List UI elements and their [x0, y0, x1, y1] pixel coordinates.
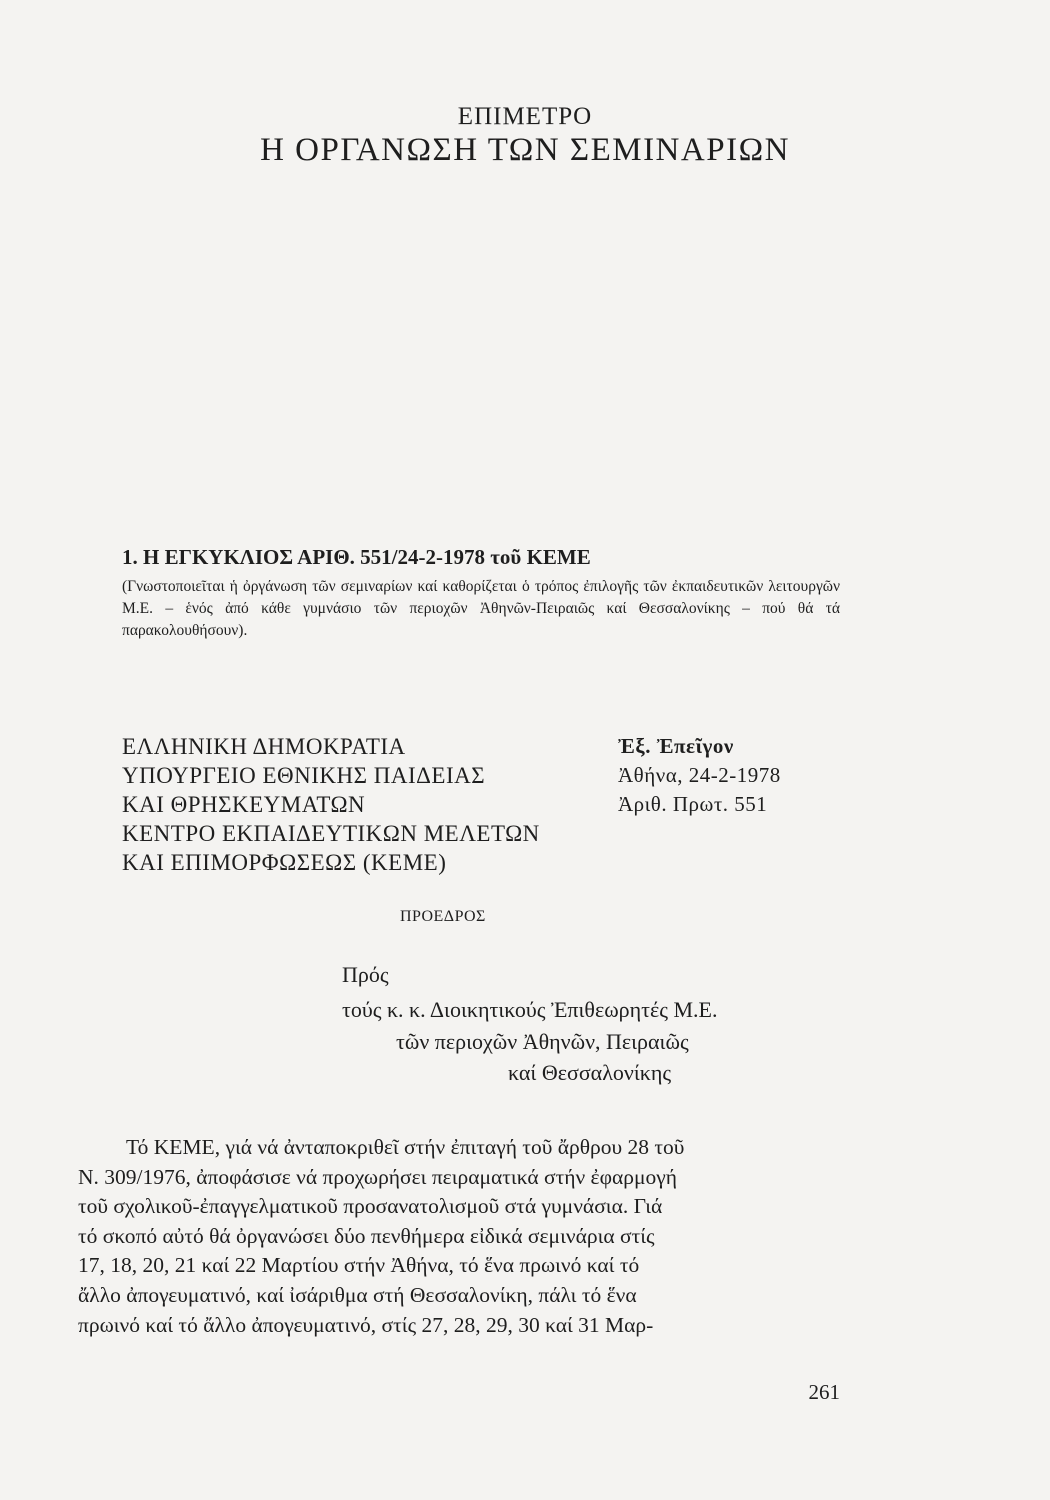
protocol-number: Ἀριθ. Πρωτ. 551	[618, 792, 768, 816]
body-line: τοῦ σχολικοῦ-ἐπαγγελματικοῦ προσανατολισμοῦ στά γυμνάσια. Γιά	[78, 1194, 663, 1219]
date-line: Ἀθήνα, 24-2-1978	[618, 763, 781, 787]
body-line: Τό ΚΕΜΕ, γιά νά ἀνταποκριθεῖ στήν ἐπιταγή τοῦ ἄρθρου 28 τοῦ	[126, 1135, 685, 1159]
letterhead-line: ΕΛΛΗΝΙΚΗ ΔΗΜΟΚΡΑΤΙΑ	[122, 734, 406, 759]
letterhead-line: ΥΠΟΥΡΓΕΙΟ ΕΘΝΙΚΗΣ ΠΑΙΔΕΙΑΣ	[122, 763, 486, 788]
letter-meta	[618, 732, 781, 819]
recipient-to: Πρός	[342, 962, 389, 987]
recipient-line: τῶν περιοχῶν Ἀθηνῶν, Πειραιῶς	[396, 1029, 689, 1054]
president-label: ΠΡΟΕΔΡΟΣ	[400, 908, 486, 925]
section-note: (Γνωστοποιεῖται ἡ ὀργάνωση τῶν σεμιναρίων καί καθορίζεται ὁ τρόπος ἐπιλογῆς τῶν ἐκπαιδευτικῶν λειτουργῶν Μ.Ε. – ἑνός ἀπό κάθε γυμνάσιο τῶν περιοχῶν Ἀθηνῶν-Πειραιῶς καί Θεσσαλονίκης – πού θά τά παρακολουθήσουν).	[122, 578, 840, 639]
urgency-label: Ἐξ. Ἐπεῖγον	[618, 734, 734, 758]
overline-title: ΕΠΙΜΕΤΡΟ	[457, 103, 593, 130]
body-line: τό σκοπό αὐτό θά ὀργανώσει δύο πενθήμερα εἰδικά σεμινάρια στίς	[78, 1223, 655, 1248]
letter-body	[78, 1133, 840, 1340]
letterhead-line: ΚΑΙ ΘΡΗΣΚΕΥΜΑΤΩΝ	[122, 792, 366, 817]
page-number: 261	[808, 1380, 840, 1404]
body-line: Ν. 309/1976, ἀποφάσισε νά προχωρήσει πειραματικά στήν ἐφαρμογή	[78, 1164, 678, 1189]
recipient-line: τούς κ. κ. Διοικητικούς Ἐπιθεωρητές Μ.Ε.	[342, 997, 718, 1022]
body-line: ἄλλο ἀπογευματινό, καί ἰσάριθμα στή Θεσσαλονίκη, πάλι τό ἕνα	[78, 1282, 637, 1307]
recipient-line: καί Θεσσαλονίκης	[508, 1060, 672, 1085]
letterhead-line: ΚΑΙ ΕΠΙΜΟΡΦΩΣΕΩΣ (ΚΕΜΕ)	[122, 850, 447, 875]
section-heading: 1. Η ΕΓΚΥΚΛΙΟΣ ΑΡΙΘ. 551/24-2-1978 τοῦ ΚΕΜΕ	[122, 545, 591, 569]
body-line: πρωινό καί τό ἄλλο ἀπογευματινό, στίς 27, 28, 29, 30 καί 31 Μαρ-	[78, 1312, 654, 1337]
letterhead	[122, 732, 540, 877]
letterhead-line: ΚΕΝΤΡΟ ΕΚΠΑΙΔΕΥΤΙΚΩΝ ΜΕΛΕΤΩΝ	[122, 821, 540, 846]
page-title: Η ΟΡΓΑΝΩΣΗ ΤΩΝ ΣΕΜΙΝΑΡΙΩΝ	[260, 132, 790, 168]
body-line: 17, 18, 20, 21 καί 22 Μαρτίου στήν Ἀθήνα, τό ἕνα πρωινό καί τό	[78, 1253, 640, 1278]
